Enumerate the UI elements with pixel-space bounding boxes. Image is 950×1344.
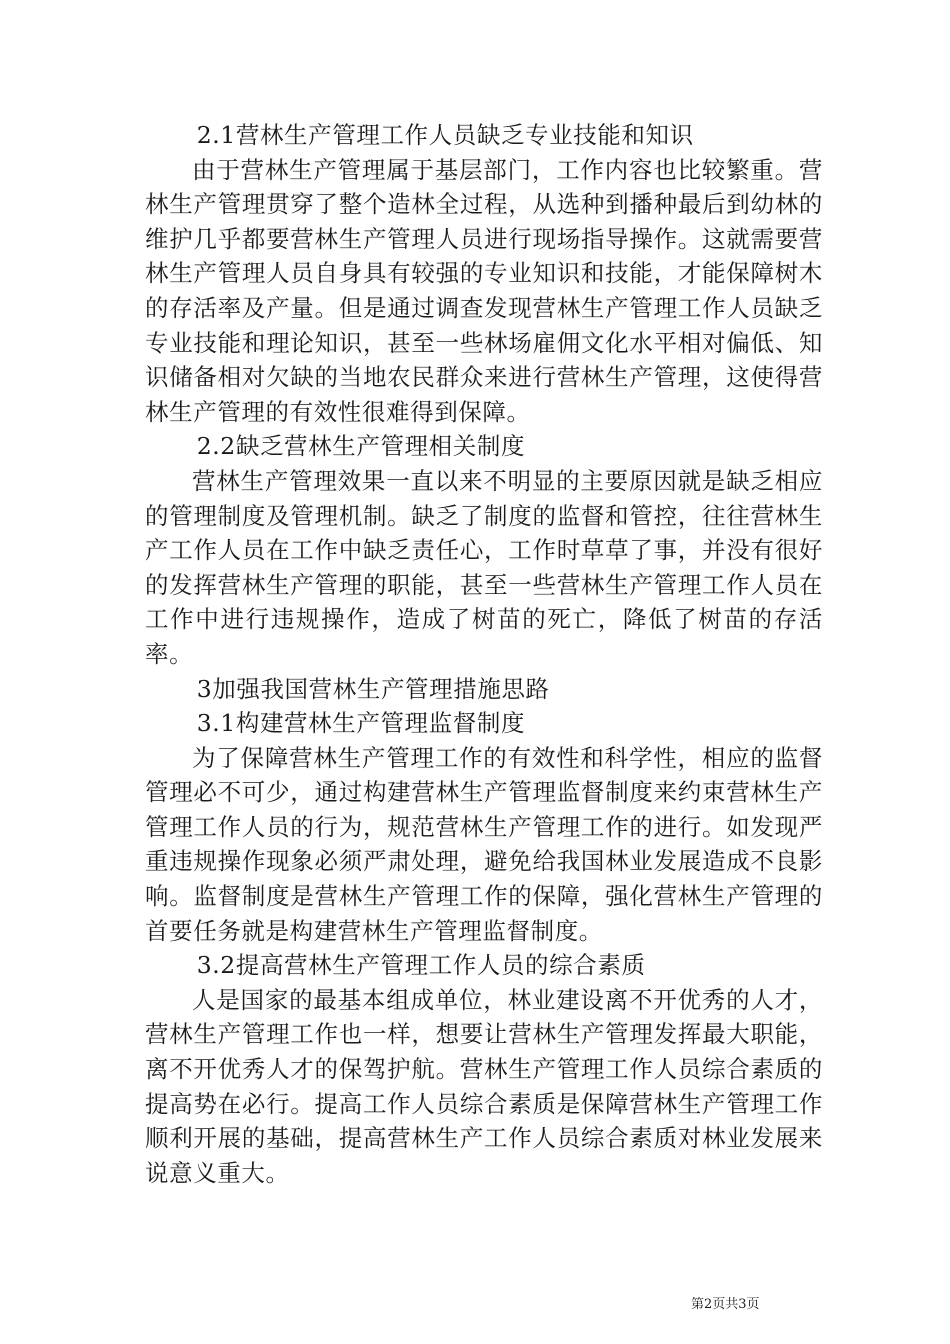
- section-heading-3-1: 3.1构建营林生产管理监督制度: [196, 709, 526, 738]
- paragraph-2-1: 由于营林生产管理属于基层部门，工作内容也比较繁重。营林生产管理贯穿了整个造林全过程，从选种到播种最后到幼林的维护几乎都要营林生产管理人员进行现场指导操作。这就需要营林生产管理人员自身具有较强的专业知识和技能，才能保障树木的存活率及产量。但是通过调查发现营林生产管理工作人员缺乏专业技能和理论知识，甚至一些林场雇佣文化水平相对偏低、知识储备相对欠缺的当地农民群众来进行营林生产管理，这使得营林生产管理的有效性很难得到保障。: [145, 155, 823, 426]
- page-number-footer: 第2页共3页: [691, 1297, 760, 1312]
- section-heading-3: 3加强我国营林生产管理措施思路: [196, 674, 550, 703]
- section-heading-3-2: 3.2提高营林生产管理工作人员的综合素质: [196, 951, 646, 980]
- section-heading-2-1: 2.1营林生产管理工作人员缺乏专业技能和知识: [196, 121, 694, 149]
- document-body: [145, 118, 823, 1190]
- section-heading-2-2: 2.2缺乏营林生产管理相关制度: [196, 432, 526, 461]
- paragraph-2-2: 营林生产管理效果一直以来不明显的主要原因就是缺乏相应的管理制度及管理机制。缺乏了制度的监督和管控，往往营林生产工作人员在工作中缺乏责任心，工作时草草了事，并没有很好的发挥营林生产管理的职能，甚至一些营林生产管理工作人员在工作中进行违规操作，造成了树苗的死亡，降低了树苗的存活率。: [145, 466, 823, 668]
- paragraph-3-1: 为了保障营林生产管理工作的有效性和科学性，相应的监督管理必不可少，通过构建营林生产管理监督制度来约束营林生产管理工作人员的行为，规范营林生产管理工作的进行。如发现严重违规操作现象必须严肃处理，避免给我国林业发展造成不良影响。监督制度是营林生产管理工作的保障，强化营林生产管理的首要任务就是构建营林生产管理监督制度。: [145, 743, 823, 945]
- paragraph-3-2: 人是国家的最基本组成单位，林业建设离不开优秀的人才，营林生产管理工作也一样，想要让营林生产管理发挥最大职能，离不开优秀人才的保驾护航。营林生产管理工作人员综合素质的提高势在必行。提高工作人员综合素质是保障营林生产管理工作顺利开展的基础，提高营林生产工作人员综合素质对林业发展来说意义重大。: [145, 985, 823, 1187]
